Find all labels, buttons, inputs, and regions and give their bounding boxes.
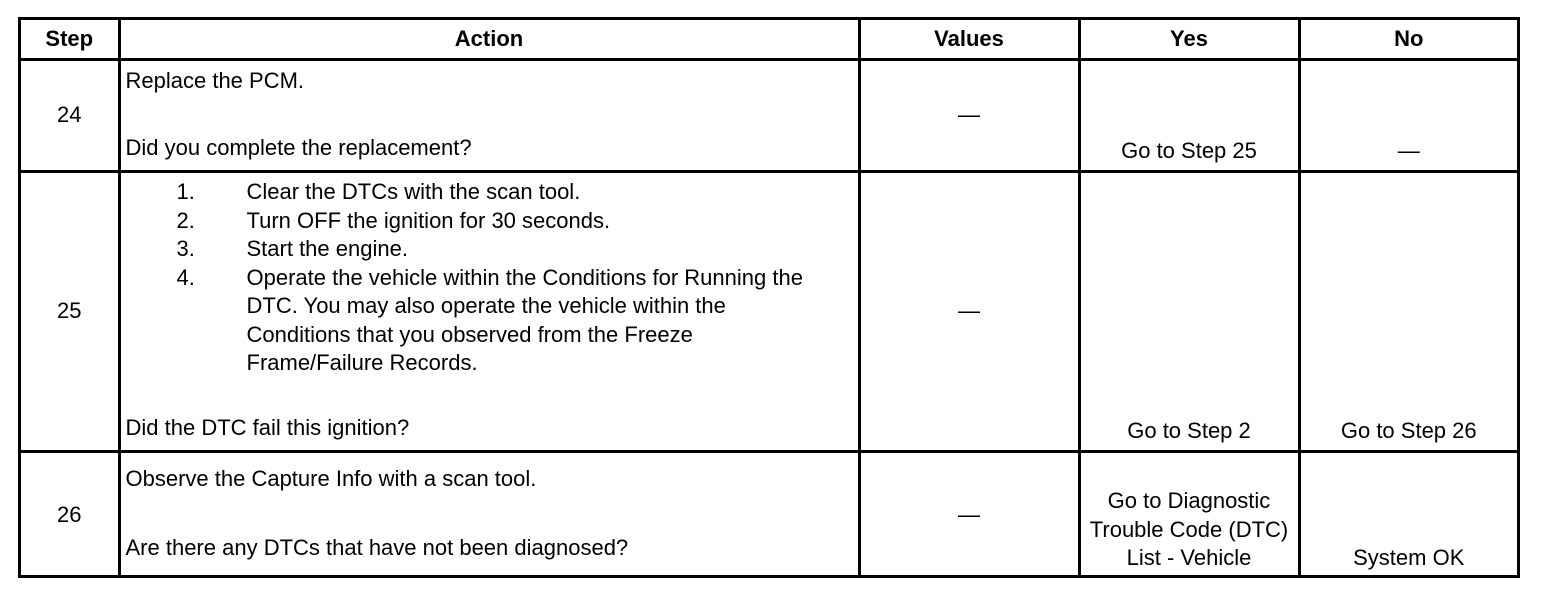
step-number: 24 <box>21 60 119 172</box>
action-question: Did the DTC fail this ignition? <box>125 414 410 440</box>
header-yes: Yes <box>1079 20 1299 60</box>
list-item-number: 2. <box>176 207 195 233</box>
values-cell: — <box>859 452 1079 578</box>
diagnostic-table-container <box>18 17 1520 578</box>
list-item-text: Start the engine. <box>246 236 408 261</box>
yes-cell: Go to Step 2 <box>1079 172 1299 452</box>
action-instruction: Observe the Capture Info with a scan tool. <box>125 466 537 491</box>
table-row-step-26 <box>21 452 1517 578</box>
action-question: Did you complete the replacement? <box>125 134 472 160</box>
action-cell <box>119 60 859 172</box>
yes-cell: Go to Step 25 <box>1079 60 1299 172</box>
list-item-text: Clear the DTCs with the scan tool. <box>246 179 581 204</box>
table-row-step-25 <box>21 172 1517 452</box>
no-cell: — <box>1299 60 1517 172</box>
list-item <box>126 235 854 264</box>
no-cell: Go to Step 26 <box>1299 172 1517 452</box>
list-item-text: Turn OFF the ignition for 30 seconds. <box>246 207 611 233</box>
list-item-number: 4. <box>176 264 195 290</box>
values-cell: — <box>859 60 1079 172</box>
header-action: Action <box>119 20 859 60</box>
header-values: Values <box>859 20 1079 60</box>
list-item <box>126 178 854 207</box>
values-cell: — <box>859 172 1079 452</box>
action-cell <box>119 172 859 452</box>
diagnostic-steps-table <box>21 20 1517 578</box>
list-item-number: 3. <box>176 236 195 261</box>
step-number: 25 <box>21 172 119 452</box>
list-item <box>126 264 854 378</box>
action-question: Are there any DTCs that have not been diagnosed? <box>125 534 629 560</box>
header-step: Step <box>21 20 119 60</box>
action-cell <box>119 452 859 578</box>
list-item-number: 1. <box>176 179 195 204</box>
yes-link-text: Go to Diagnostic Trouble Code (DTC) List - Vehicle <box>1089 488 1289 570</box>
table-row-step-24 <box>21 60 1517 172</box>
yes-cell <box>1079 452 1299 578</box>
table-header-row <box>21 20 1517 60</box>
list-item <box>126 207 854 236</box>
action-steps-list <box>126 178 854 378</box>
header-no: No <box>1299 20 1517 60</box>
list-item-text: Operate the vehicle within the Conditions for Running the DTC. You may also operate the vehicle within the Conditions that you observed from the Freeze Frame/Failure Records. <box>246 264 803 375</box>
no-cell: System OK <box>1299 452 1517 578</box>
step-number: 26 <box>21 452 119 578</box>
action-instruction: Replace the PCM. <box>125 68 305 93</box>
